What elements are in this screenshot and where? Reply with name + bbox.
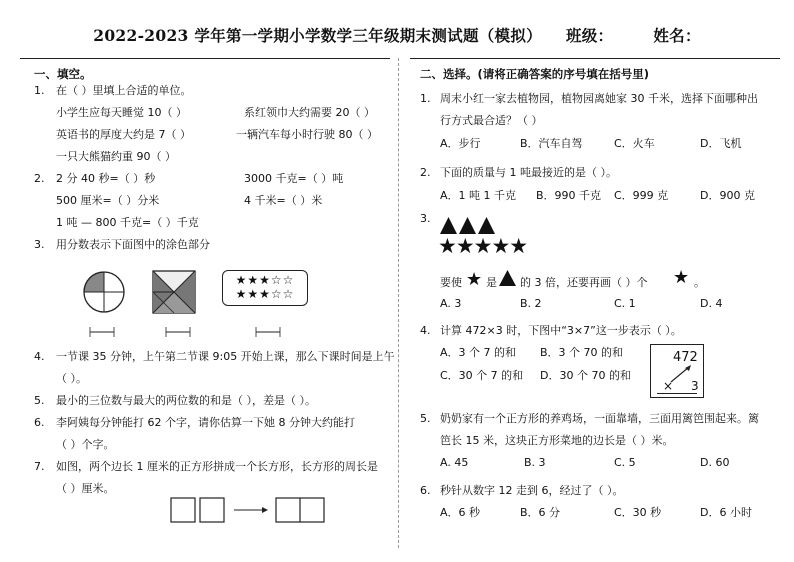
star-icon: ★	[466, 269, 483, 290]
question-number: 2.	[34, 172, 45, 185]
choice-option[interactable]: B. 2	[520, 297, 542, 310]
question-stem: 的 3 倍，还要再画（ ）个	[520, 276, 648, 289]
question-stem: 计算 472×3 时，下图中“3×7”这一步表示（ ）。	[440, 324, 682, 337]
question-stem: 李阿姨每分钟能打 62 个字，请你估算一下她 8 分钟大约能打	[56, 416, 355, 429]
choice-option[interactable]: C．30 个 7 的和	[440, 369, 524, 382]
star-row: ★★★☆☆	[235, 287, 295, 301]
question-number: 1.	[420, 92, 431, 105]
choice-option[interactable]: D．6 小时	[700, 506, 752, 519]
question-number: 2.	[420, 166, 431, 179]
choice-option[interactable]: C．999 克	[614, 189, 669, 202]
triangles-row-figure	[440, 217, 496, 234]
choice-option[interactable]: A. 45	[440, 456, 469, 469]
question-stem: 笆长 15 米，这块正方形菜地的边长是（ ）米。	[440, 434, 674, 447]
blank-item: 系红领巾大约需要 20（ ）	[244, 106, 375, 119]
choice-option[interactable]: A．6 秒	[440, 506, 481, 519]
right-header-rule	[410, 58, 780, 59]
choice-option[interactable]: A．步行	[440, 137, 481, 150]
choice-option[interactable]: C．30 秒	[614, 506, 662, 519]
star-row: ★★★☆☆	[235, 273, 295, 287]
section-fill-blank-heading: 一、填空。	[34, 67, 92, 81]
choice-option[interactable]: B．990 千克	[536, 189, 602, 202]
question-stem: 最小的三位数与最大的两位数的和是（ ），差是（ ）。	[56, 394, 316, 407]
choice-option[interactable]: D．30 个 70 的和	[540, 369, 631, 382]
triangle-icon	[499, 270, 516, 286]
question-stem: 行方式最合适？（ ）	[440, 114, 543, 127]
page-title	[0, 24, 794, 46]
name-label: 姓名：	[653, 26, 701, 45]
choice-option[interactable]: C. 5	[614, 456, 636, 469]
title-text: 2022-2023 学年第一学期小学数学三年级期末测试题（模拟）	[93, 26, 542, 45]
question-number: 3.	[34, 238, 45, 251]
choice-option[interactable]: C．火车	[614, 137, 655, 150]
blank-item: 1 吨 — 800 千克=（ ）千克	[56, 216, 199, 229]
question-number: 5.	[34, 394, 45, 407]
calc-top-number: 472	[673, 350, 698, 365]
blank-item: 一辆汽车每小时行驶 80（ ）	[236, 128, 378, 141]
choice-option[interactable]: A. 3	[440, 297, 462, 310]
fraction-blank-3	[254, 326, 282, 338]
question-stem: 一节课 35 分钟，上午第二节课 9:05 开始上课，那么下课时间是上午	[56, 350, 395, 363]
question-stem: 要使	[440, 276, 462, 289]
question-stem: （ ）厘米。	[56, 482, 115, 495]
question-stem: （ ）。	[56, 372, 87, 385]
question-stem: 在（ ）里填上合适的单位。	[56, 84, 192, 97]
calc-bottom-number: 3	[691, 379, 699, 393]
choice-option[interactable]: D．飞机	[700, 137, 742, 150]
stars-row-figure: ★★★★★	[438, 234, 528, 258]
column-divider	[398, 58, 399, 548]
blank-item: 500 厘米=（ ）分米	[56, 194, 160, 207]
question-number: 1.	[34, 84, 45, 97]
choice-option[interactable]: A．3 个 7 的和	[440, 346, 517, 359]
fraction-blank-1	[88, 326, 116, 338]
left-header-rule	[20, 58, 390, 59]
question-stem: 是	[486, 276, 497, 289]
question-number: 4.	[34, 350, 45, 363]
choice-option[interactable]: D. 4	[700, 297, 723, 310]
question-stem: 秒针从数字 12 走到 6，经过了（ ）。	[440, 484, 624, 497]
question-number: 5.	[420, 412, 431, 425]
squares-to-rectangle-figure	[170, 496, 330, 524]
question-stem: 奶奶家有一个正方形的养鸡场，一面靠墙，三面用篱笆围起来。篱	[440, 412, 759, 425]
quarter-circle-figure	[82, 270, 126, 314]
choice-option[interactable]: A．1 吨 1 千克	[440, 189, 517, 202]
star-box-figure	[222, 270, 308, 306]
question-stem: 下面的质量与 1 吨最接近的是（ ）。	[440, 166, 617, 179]
question-number: 6.	[34, 416, 45, 429]
choice-option[interactable]: B. 3	[524, 456, 546, 469]
calc-line	[657, 393, 697, 394]
blank-item: 小学生应每天睡觉 10（ ）	[56, 106, 187, 119]
blank-item: 2 分 40 秒=（ ）秒	[56, 172, 156, 185]
blank-item: 一只大熊猫约重 90（ ）	[56, 150, 176, 163]
question-stem: 。	[694, 276, 705, 289]
calc-times-sign: ×	[663, 379, 674, 393]
question-number: 6.	[420, 484, 431, 497]
choice-option[interactable]: D．900 克	[700, 189, 755, 202]
question-stem: （ ）个字。	[56, 438, 115, 451]
question-stem: 周末小红一家去植物园，植物园离她家 30 千米，选择下面哪种出	[440, 92, 758, 105]
choice-option[interactable]: C. 1	[614, 297, 636, 310]
section-choice-heading: 二、选择。(请将正确答案的序号填在括号里)	[420, 67, 650, 81]
multiplication-box	[650, 344, 704, 398]
blank-item: 3000 千克=（ ）吨	[244, 172, 344, 185]
blank-item: 英语书的厚度大约是 7（ ）	[56, 128, 191, 141]
question-number: 3.	[420, 212, 431, 225]
choice-option[interactable]: B．3 个 70 的和	[540, 346, 624, 359]
question-number: 4.	[420, 324, 431, 337]
question-stem: 如图，两个边长 1 厘米的正方形拼成一个长方形，长方形的周长是	[56, 460, 378, 473]
fraction-blank-2	[164, 326, 192, 338]
triangle-square-figure	[152, 270, 196, 314]
question-stem: 用分数表示下面图中的涂色部分	[56, 238, 210, 251]
question-number: 7.	[34, 460, 45, 473]
choice-option[interactable]: D. 60	[700, 456, 730, 469]
choice-option[interactable]: B．汽车自驾	[520, 137, 583, 150]
star-icon: ★	[673, 267, 690, 288]
class-label: 班级：	[565, 26, 614, 45]
blank-item: 4 千米=（ ）米	[244, 194, 323, 207]
choice-option[interactable]: B．6 分	[520, 506, 561, 519]
